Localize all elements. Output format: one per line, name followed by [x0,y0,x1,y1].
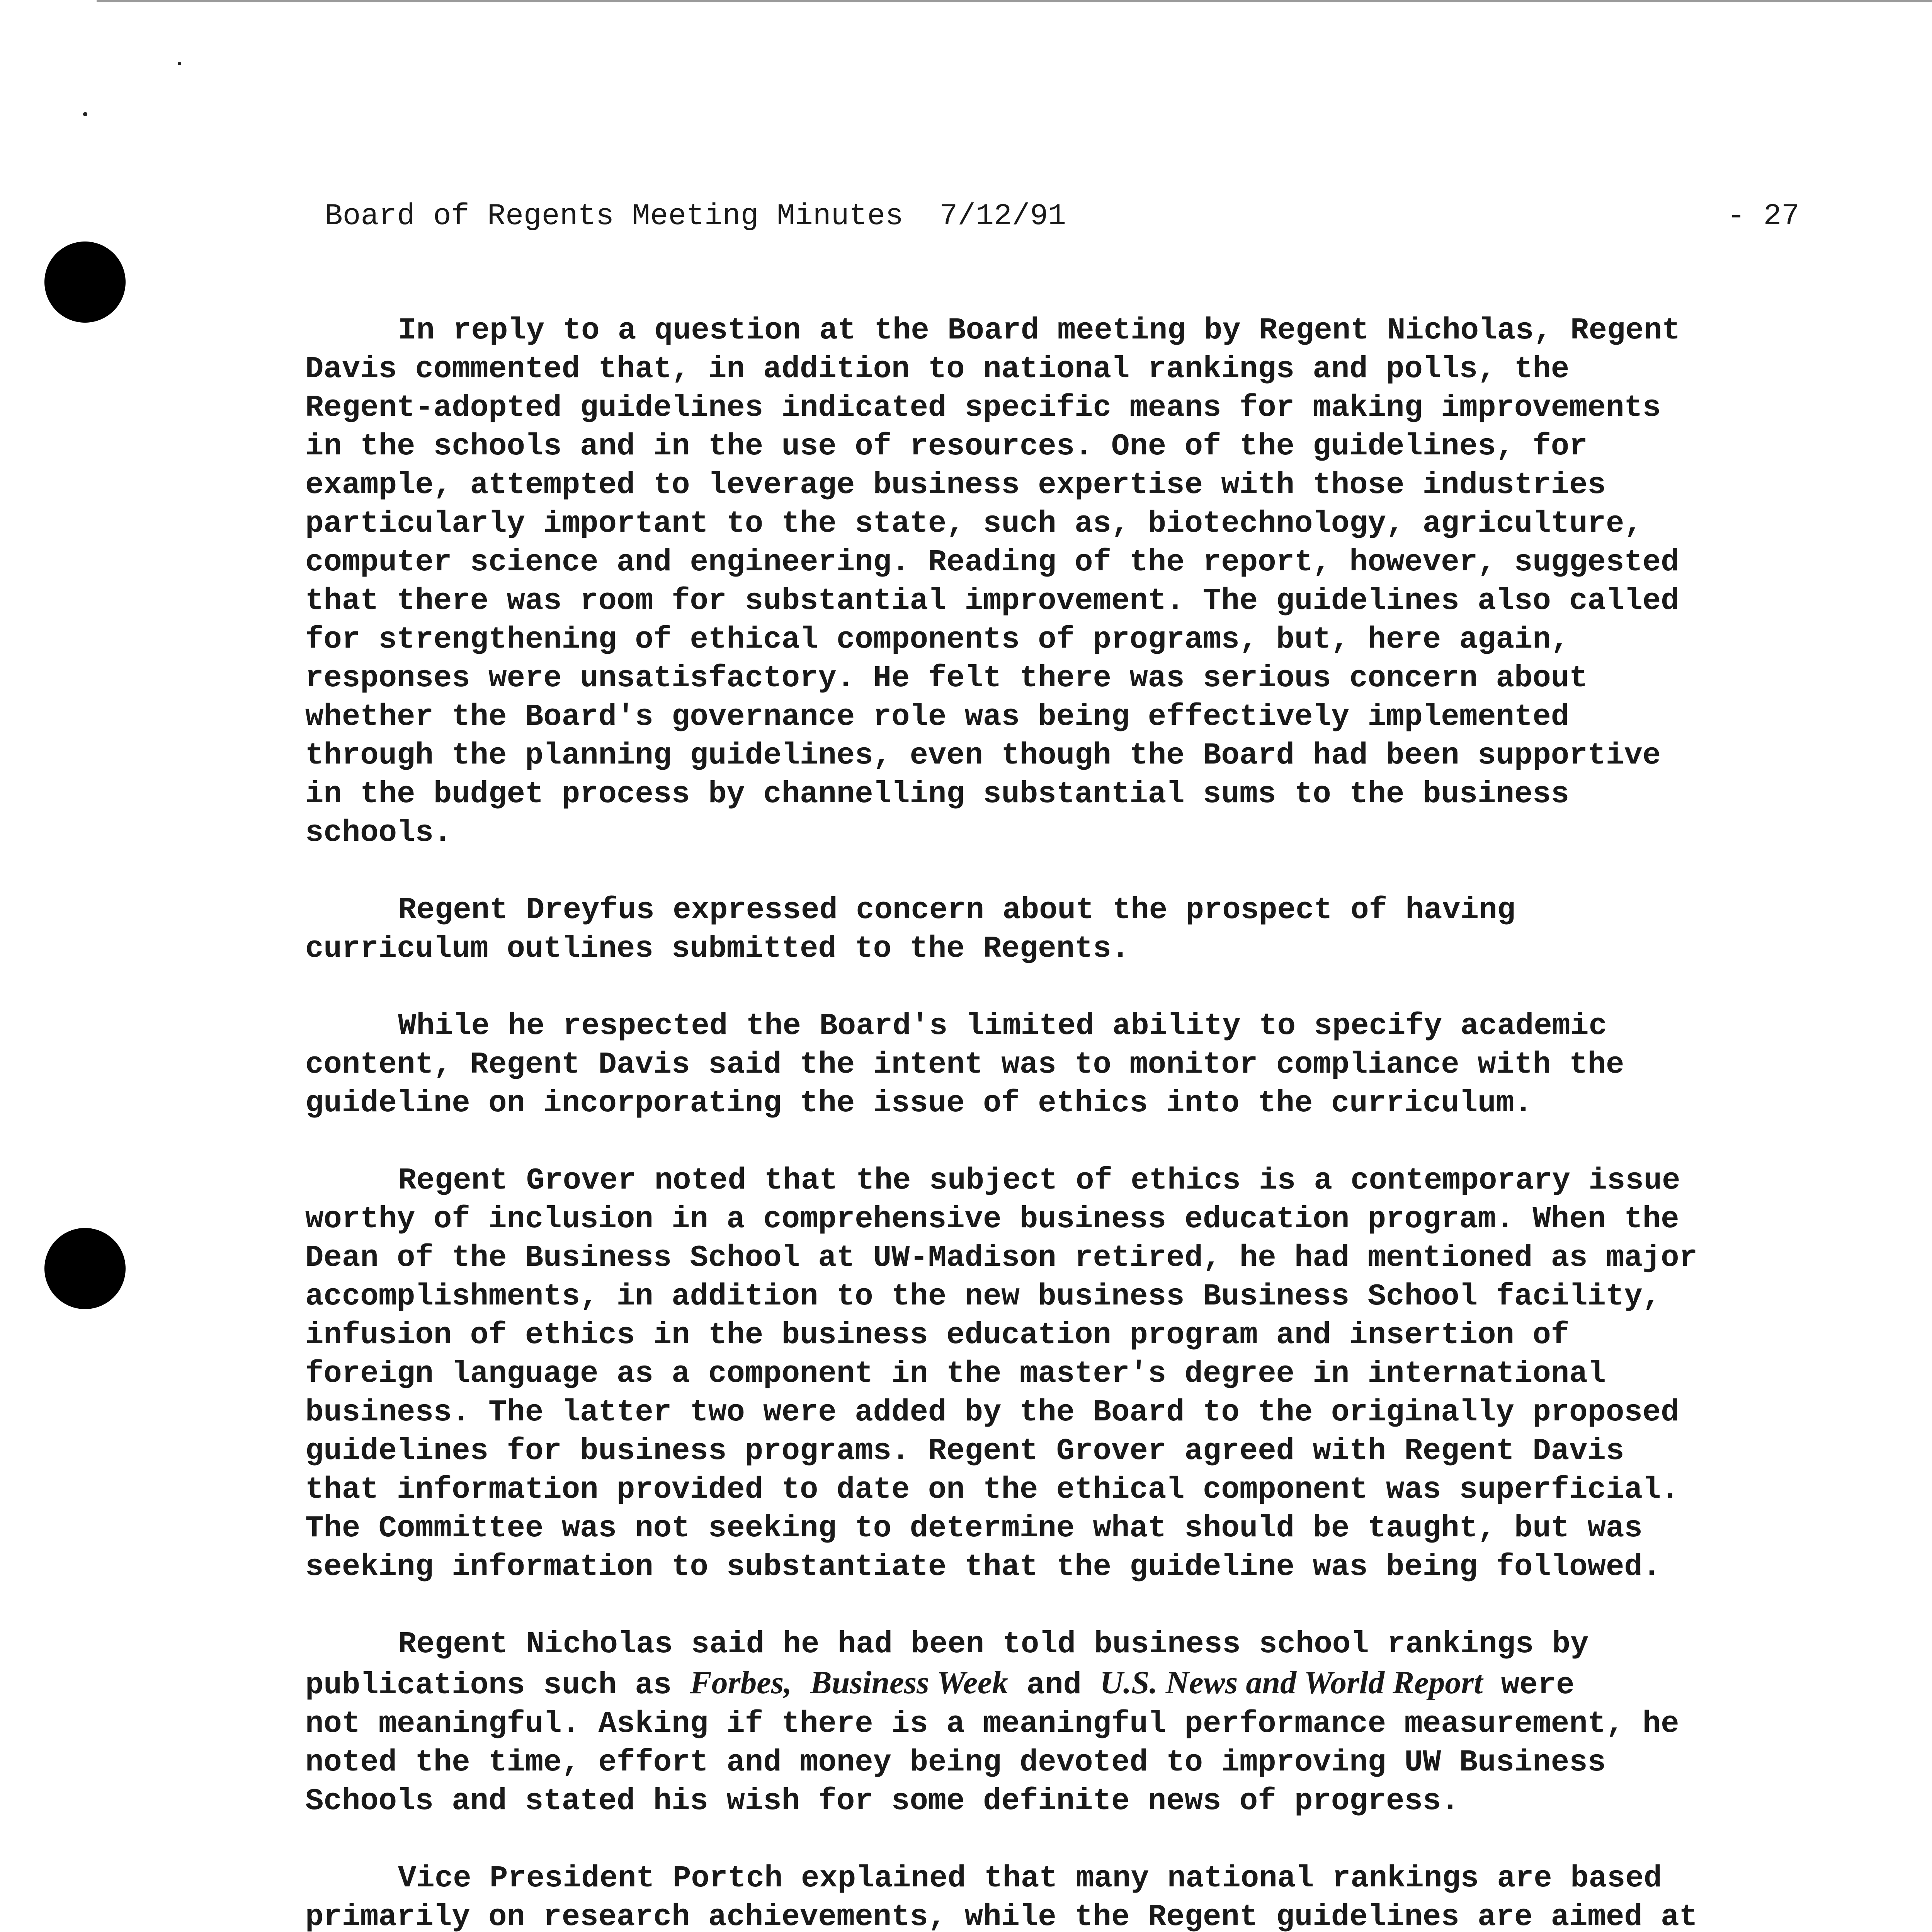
paragraph-text: were not meaningful. Asking if there is a meaningful performance measurement, he noted the time, effort and money being devoted to improving UW Business Schools and stated his wish for some definite news of progress. [305,1668,1679,1818]
paragraph-dreyfus-concern: Regent Dreyfus expressed concern about the prospect of having curriculum outlines submitted to the Regents. [305,893,1515,966]
publication-us-news: U.S. News and World Report [1100,1665,1483,1701]
publication-business-week: Business Week [810,1665,1009,1701]
top-edge-rule [1105,0,1932,2]
paragraph-nicholas-rankings [305,1625,1812,1820]
punch-hole [44,1228,126,1309]
paragraph-text: Regent Nicholas said he had been told business school rankings by publications such as [305,1627,1589,1702]
paragraph-text: and [1008,1668,1100,1702]
minutes-body [305,311,1812,1932]
page-number: - 27 [1727,199,1800,233]
publication-forbes: Forbes, [690,1665,792,1701]
paragraph-davis-intent: While he respected the Board's limited ability to specify academic content, Regent Davis said the intent was to monitor compliance with the guideline on incorporating the issue of ethics into the curriculum. [305,1009,1624,1121]
paragraph-portch-explanation: Vice President Portch explained that many national rankings are based primarily on research achievements, while the Regent guidelines are aimed at [305,1861,1697,1932]
paragraph-grover-ethics: Regent Grover noted that the subject of ethics is a contemporary issue worthy of inclusion in a comprehensive business education program. When the Dean of the Business School at UW-Madison retired, he had mentioned as major accomplishments, in addition to the new business Business School facility, infusion of ethics in the business education program and insertion of foreign language as a component in the master's degree in international business. The latter two were added by the Board to the originally proposed guidelines for business programs. Regent Grover agreed with Regent Davis that information provided to date on the ethical component was superficial. The Committee was not seeking to determine what should be taught, but was seeking information to substantiate that the guideline was being followed. [305,1163,1697,1584]
page-header-title: Board of Regents Meeting Minutes 7/12/91 [325,199,1066,233]
paragraph-davis-reply: In reply to a question at the Board meeting by Regent Nicholas, Regent Davis commented that, in addition to national rankings and polls, the Regent-adopted guidelines indicated specific means for making improvements in the schools and in the use of resources. One of the guidelines, for example, attempted to leverage business expertise with those industries particularly important to the state, such as, biotechnology, agriculture, computer science and engineering. Reading of the report, however, suggested that there was room for substantial improvement. The guidelines also called for strengthening of ethical components of programs, but, here again, responses were unsatisfactory. He felt there was serious concern about whether the Board's governance role was being effectively implemented through the planning guidelines, even though the Board had been supportive in the budget process by channelling substantial sums to the business schools. [305,313,1680,850]
punch-hole [44,242,126,323]
paragraph-text [792,1668,810,1702]
scan-speck [83,112,87,116]
scan-speck [178,62,181,65]
